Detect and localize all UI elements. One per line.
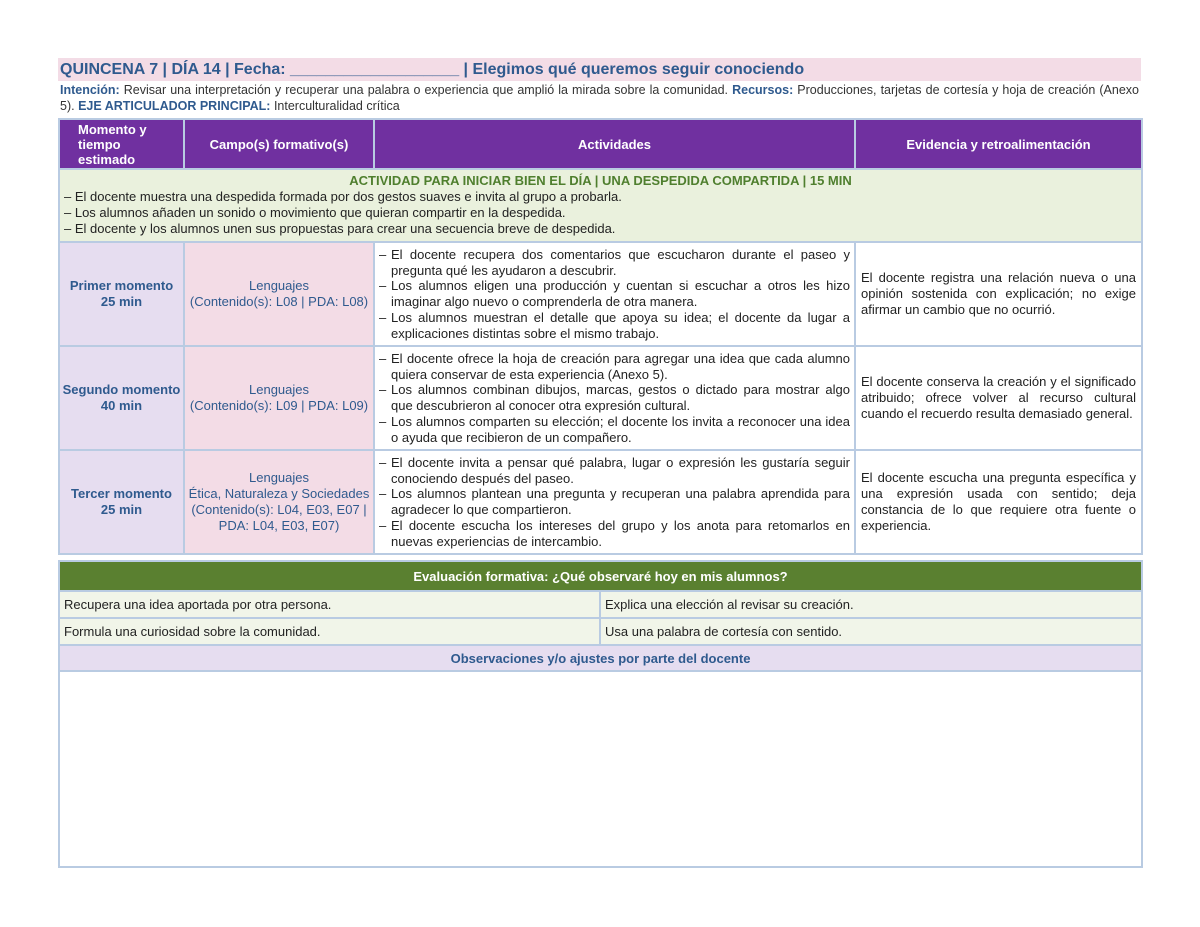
column-header-campo: Campo(s) formativo(s) (184, 119, 374, 169)
intencion-label: Intención: (60, 83, 120, 97)
daily-activity-line: – El docente muestra una despedida formada por dos gestos suaves e invita al grupo a probarla. (64, 189, 622, 204)
actividades-cell (374, 242, 855, 346)
daily-activity-line: – El docente y los alumnos unen sus propuestas para crear una secuencia breve de despedida. (64, 221, 616, 236)
momento-cell (59, 346, 184, 450)
page-title: QUINCENA 7 | DÍA 14 | Fecha: ___________________ | Elegimos qué queremos seguir conociendo (58, 58, 1141, 81)
evaluation-criterion: Formula una curiosidad sobre la comunidad. (59, 618, 600, 645)
activity-item: – El docente ofrece la hoja de creación para agregar una idea que cada alumno quiera conservar de esta experiencia (Anexo 5). (379, 351, 850, 382)
evidencia-cell: El docente registra una relación nueva o una opinión sostenida con explicación; no exige afirmar un cambio que no ocurrió. (855, 242, 1142, 346)
evaluation-criterion: Usa una palabra de cortesía con sentido. (600, 618, 1142, 645)
daily-activity-line: – Los alumnos añaden un sonido o movimiento que quieran compartir en la despedida. (64, 205, 566, 220)
evidencia-cell: El docente escucha una pregunta específica y una expresión usada con sentido; deja constancia de lo que requiere otra fuente o experiencia. (855, 450, 1142, 554)
campo-label: Lenguajes (Contenido(s): L08 | PDA: L08) (189, 278, 369, 309)
campo-cell (184, 450, 374, 554)
table-row-segundo-momento (59, 346, 1142, 450)
eje-label: EJE ARTICULADOR PRINCIPAL: (78, 99, 271, 113)
momento-label: Tercer momento 25 min (71, 486, 172, 517)
actividades-cell (374, 346, 855, 450)
activity-item: – Los alumnos eligen una producción y cuentan si escuchar a otros les hizo imaginar algo nuevo o comprenderla de otra manera. (379, 278, 850, 309)
daily-activity-cell (59, 169, 1142, 242)
actividades-cell (374, 450, 855, 554)
plan-metadata (58, 81, 1141, 114)
activity-item: – El docente escucha los intereses del grupo y los anota para retomarlos en nuevas experiencias de intercambio. (379, 518, 850, 549)
table-row-tercer-momento (59, 450, 1142, 554)
recursos-text: Producciones, tarjetas de cortesía y hoja de creación (Anexo 5). (60, 83, 1139, 113)
column-header-momento: Momento y tiempo estimado (59, 119, 184, 169)
campo-cell (184, 346, 374, 450)
table-header-row (59, 119, 1142, 169)
campo-label: Lenguajes (Contenido(s): L09 | PDA: L09) (189, 382, 369, 413)
activity-item: – El docente recupera dos comentarios que escucharon durante el paseo y pregunta qué les ayudaron a descubrir. (379, 247, 850, 278)
activity-item: – Los alumnos combinan dibujos, marcas, gestos o dictado para mostrar algo que descubrieron al conocer otra expresión cultural. (379, 382, 850, 413)
observaciones-area[interactable] (59, 671, 1142, 867)
evaluation-criterion: Explica una elección al revisar su creación. (600, 591, 1142, 618)
momento-cell (59, 242, 184, 346)
intencion-text: Revisar una interpretación y recuperar una palabra o experiencia que amplió la mirada sobre la comunidad. (123, 83, 729, 97)
activity-item: – El docente invita a pensar qué palabra, lugar o expresión les gustaría seguir conociendo después del paseo. (379, 455, 850, 486)
observaciones-title: Observaciones y/o ajustes por parte del docente (59, 645, 1142, 671)
column-header-actividades: Actividades (374, 119, 855, 169)
daily-activity-title: ACTIVIDAD PARA INICIAR BIEN EL DÍA | UNA DESPEDIDA COMPARTIDA | 15 MIN (349, 173, 852, 188)
daily-activity-row (59, 169, 1142, 242)
lesson-plan-page (58, 58, 1141, 868)
table-row-primer-momento (59, 242, 1142, 346)
recursos-label: Recursos: (732, 83, 794, 97)
campo-label: Lenguajes Ética, Naturaleza y Sociedades (Contenido(s): L04, E03, E07 | PDA: L04, E03, E07) (188, 470, 370, 533)
momento-label: Segundo momento 40 min (62, 382, 181, 413)
activity-item: – Los alumnos muestran el detalle que apoya su idea; el docente da lugar a explicaciones distintas sobre el mismo trabajo. (379, 310, 850, 341)
momento-cell (59, 450, 184, 554)
evidencia-cell: El docente conserva la creación y el significado atribuido; ofrece volver al recurso cultural cuando el recuerdo resulta demasiado general. (855, 346, 1142, 450)
column-header-evidencia: Evidencia y retroalimentación (855, 119, 1142, 169)
activity-item: – Los alumnos plantean una pregunta y recuperan una palabra aprendida para agradecer lo que compartieron. (379, 486, 850, 517)
evaluation-criterion: Recupera una idea aportada por otra persona. (59, 591, 600, 618)
eje-text: Interculturalidad crítica (273, 99, 400, 113)
activity-item: – Los alumnos comparten su elección; el docente los invita a reconocer una idea o ayuda que recibieron de un compañero. (379, 414, 850, 445)
campo-cell (184, 242, 374, 346)
evaluation-row (59, 591, 1142, 618)
evaluation-title: Evaluación formativa: ¿Qué observaré hoy en mis alumnos? (59, 561, 1142, 591)
evaluation-table (58, 560, 1143, 868)
activities-table (58, 118, 1143, 555)
evaluation-row (59, 618, 1142, 645)
momento-label: Primer momento 25 min (69, 278, 174, 309)
